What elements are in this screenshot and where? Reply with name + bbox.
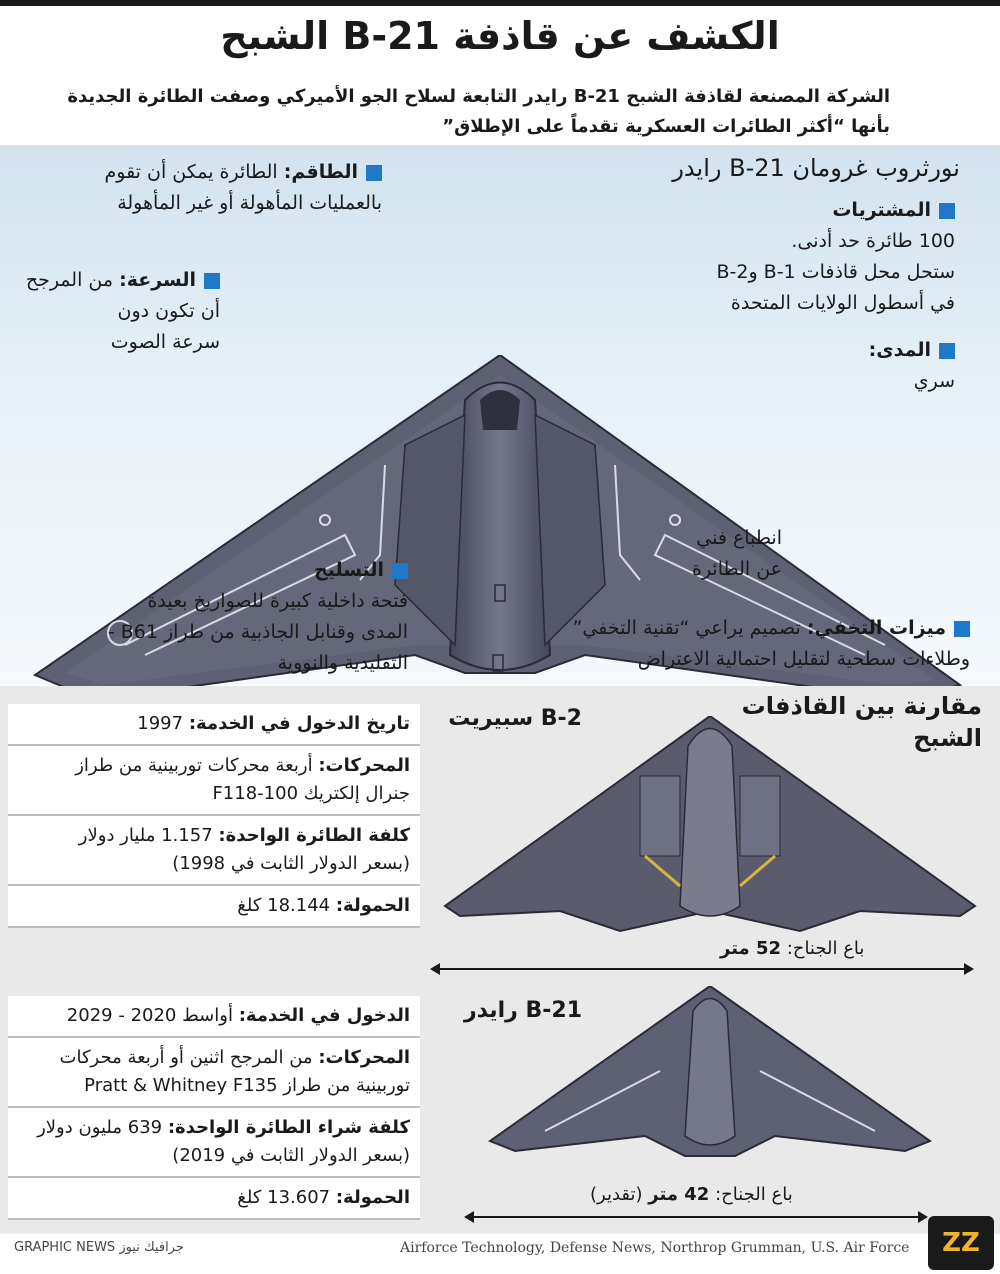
b21-wingspan: باع الجناح: 42 متر (تقدير) <box>590 1184 793 1205</box>
sources-credit: Airforce Technology, Defense News, Northrop Grumman, U.S. Air Force <box>400 1240 910 1256</box>
b21-name: B-21 رايدر <box>463 998 582 1023</box>
b2-wingspan: باع الجناح: 52 متر <box>720 938 865 959</box>
subtitle <box>60 82 890 142</box>
top-bar <box>0 0 1000 6</box>
range-block: المدى: سري <box>868 339 955 392</box>
b21-span-arrow <box>466 1216 926 1218</box>
publisher-credit: GRAPHIC NEWS جرافيك نيوز <box>14 1240 184 1255</box>
bullet-icon <box>392 563 408 579</box>
b2-illustration <box>440 716 980 941</box>
artist-impression-note: انطباع فني عن الطائرة <box>691 527 782 580</box>
bullet-icon <box>939 203 955 219</box>
b21-service-date: الدخول في الخدمة: أواسط 2020 - 2029 <box>8 996 420 1038</box>
b2-span-arrow <box>432 968 972 970</box>
comparison-title: مقارنة بين القاذفات الشبح <box>741 692 982 752</box>
comparison-panel <box>0 686 1000 1234</box>
b2-engines: المحركات: أربعة محركات توربينية من طراز جنرال إلكتريك F118-100 <box>8 746 420 816</box>
b2-unit-cost: كلفة الطائرة الواحدة: 1.157 مليار دولار (بسعر الدولار الثابت في 1998) <box>8 816 420 886</box>
bullet-icon <box>366 165 382 181</box>
b21-illustration <box>485 986 935 1171</box>
subtitle-line-2: بأنها “أكثر الطائرات العسكرية تقدماً على الإطلاق” <box>442 116 890 137</box>
site-logo-icon: ZZ <box>928 1216 994 1270</box>
procurement-block: المشتريات 100 طائرة حد أدنى. ستحل محل قاذفات B-1 وB-2 في أسطول الولايات المتحدة <box>716 199 955 314</box>
b21-specs <box>8 996 420 1220</box>
stealth-block: ميزات التخفي: تصميم يراعي “تقنية التخفي” وطلاءات سطحية لتقليل احتمالية الاعتراض <box>572 617 970 670</box>
subtitle-line-1: الشركة المصنعة لقاذفة الشبح B-21 رايدر التابعة لسلاح الجو الأميركي وصفت الطائرة الجديدة <box>67 86 890 107</box>
hero-panel <box>0 145 1000 685</box>
speed-block: السرعة: من المرجح أن تكون دون سرعة الصوت <box>25 269 220 353</box>
hero-aircraft-name: نورثروب غرومان B-21 رايدر <box>672 154 960 182</box>
bullet-icon <box>939 343 955 359</box>
b2-name: B-2 سبيريت <box>448 706 582 731</box>
bullet-icon <box>204 273 220 289</box>
b2-service-date: تاريخ الدخول في الخدمة: 1997 <box>8 704 420 746</box>
bullet-icon <box>954 621 970 637</box>
b2-payload: الحمولة: 18.144 كلغ <box>8 886 420 928</box>
armament-block: التسليح فتحة داخلية كبيرة للصواريخ بعيدة المدى وقنابل الجاذبية من طراز B61 - التقليدية والنووية <box>107 559 408 674</box>
b21-unit-cost: كلفة شراء الطائرة الواحدة: 639 مليون دولار (بسعر الدولار الثابت في 2019) <box>8 1108 420 1178</box>
page-title: الكشف عن قاذفة B-21 الشبح <box>220 14 780 58</box>
b21-payload: الحمولة: 13.607 كلغ <box>8 1178 420 1220</box>
b21-engines: المحركات: من المرجح اثنين أو أربعة محركات توربينية من طراز Pratt & Whitney F135 <box>8 1038 420 1108</box>
b2-specs <box>8 704 420 928</box>
crew-block: الطاقم: الطائرة يمكن أن تقوم بالعمليات المأهولة أو غير المأهولة <box>104 161 382 214</box>
